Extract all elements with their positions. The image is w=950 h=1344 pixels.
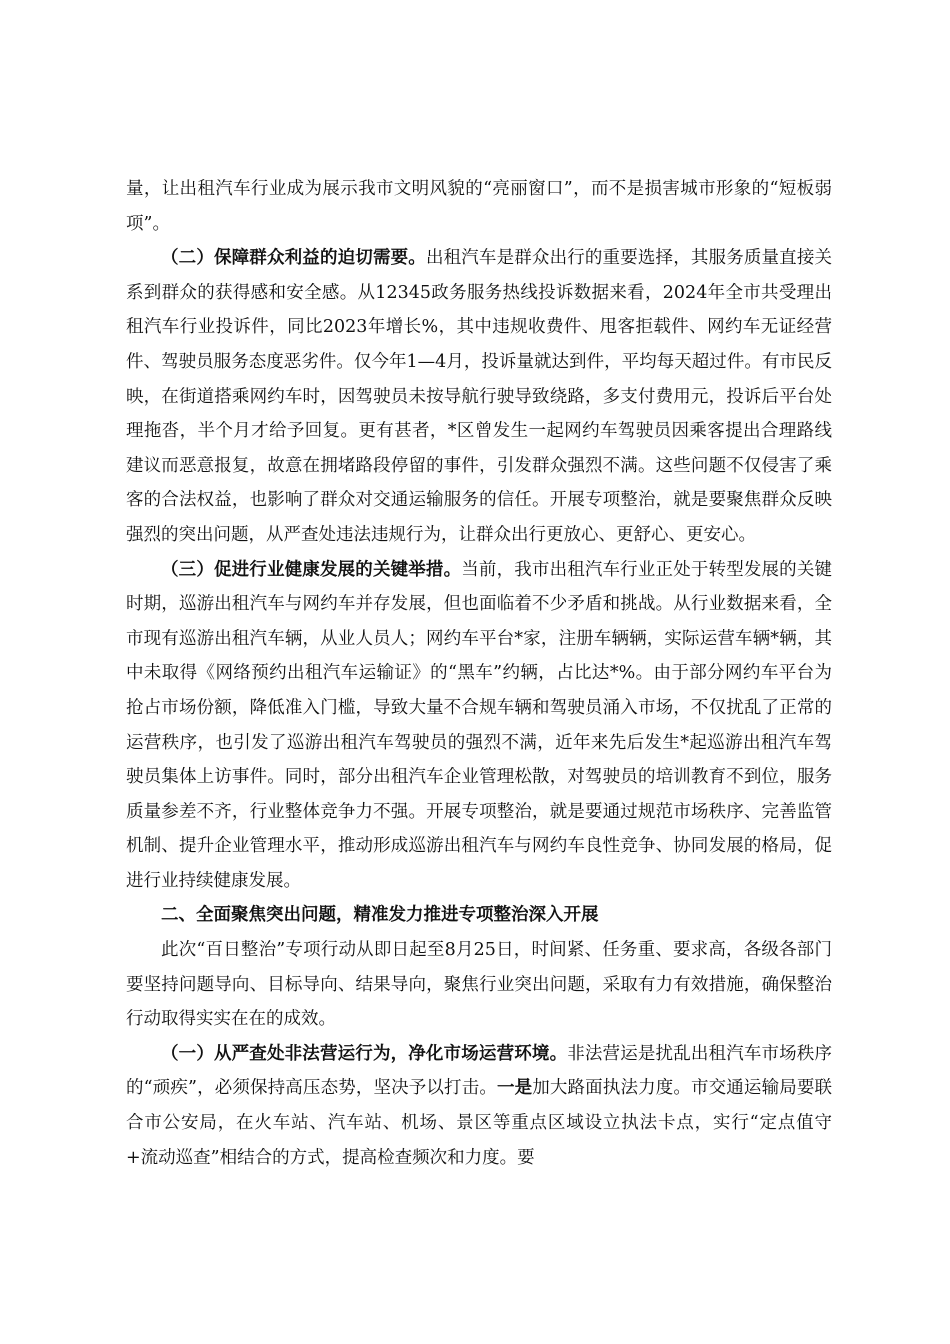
paragraph-text: 非法营运是扰乱出租汽车市场秩序的“顽疾”，必须保持高压态势，坚决予以打击。 xyxy=(126,1043,833,1099)
paragraph-text: 出租汽车是群众出行的重要选择，其服务质量直接关系到群众的获得感和安全感。从12345政务服务热线投诉数据来看，2024年全市共受理出租汽车行业投诉件，同比2023年增长%，其中违规收费件、甩客拒载件、网约车无证经营件、驾驶员服务态度恶劣件。仅今年1—4月，投诉量就达到件，平均每天超过件。有市民反映，在街道搭乘网约车时，因驾驶员未按导航行驶导致绕路，多支付费用元，投诉后平台处理拖沓，半个月才给予回复。更有甚者，*区曾发生一起网约车驾驶员因乘客提出合理路线建议而恶意报复，故意在拥堵路段停留的事件，引发群众强烈不满。这些问题不仅侵害了乘客的合法权益，也影响了群众对交通运输服务的信任。开展专项整治，就是要聚焦群众反映强烈的突出问题，从严查处违法违规行为，让群众出行更放心、更舒心、更安心。 xyxy=(126,248,833,545)
paragraph-text: 此次“百日整治”专项行动从即日起至8月25日，时间紧、任务重、要求高，各级各部门要坚持问题导向、目标导向、结果导向，聚焦行业突出问题，采取有力有效措施，确保整治行动取得实实在在的成效。 xyxy=(126,940,832,1030)
paragraph-section-3 xyxy=(126,553,832,899)
paragraph-measure-1 xyxy=(126,1037,832,1175)
document-page xyxy=(126,172,832,1175)
enumeration-marker: 一是 xyxy=(496,1078,533,1099)
chapter-heading xyxy=(126,898,832,933)
section-heading: （二）保障群众利益的迫切需要。 xyxy=(161,248,426,269)
section-heading: （一）从严查处非法营运行为，净化市场运营环境。 xyxy=(161,1043,568,1064)
section-heading: （三）促进行业健康发展的关键举措。 xyxy=(161,559,462,580)
paragraph-text: 量，让出租汽车行业成为展示我市文明风貌的“亮丽窗口”，而不是损害城市形象的“短板弱项”。 xyxy=(126,179,832,234)
paragraph-section-2 xyxy=(126,241,832,552)
paragraph-intro xyxy=(126,933,832,1037)
chapter-heading-text: 二、全面聚焦突出问题，精准发力推进专项整治深入开展 xyxy=(161,905,599,926)
paragraph-continuation xyxy=(126,172,832,241)
paragraph-text: 当前，我市出租汽车行业正处于转型发展的关键时期，巡游出租汽车与网约车并存发展，但也面临着不少矛盾和挑战。从行业数据来看，全市现有巡游出租汽车辆，从业人员人；网约车平台*家，注册车辆辆，实际运营车辆*辆，其中未取得《网络预约出租汽车运输证》的“黑车”约辆，占比达*%。由于部分网约车平台为抢占市场份额，降低准入门槛，导致大量不合规车辆和驾驶员涌入市场，不仅扰乱了正常的运营秩序，也引发了巡游出租汽车驾驶员的强烈不满，近年来先后发生*起巡游出租汽车驾驶员集体上访事件。同时，部分出租汽车企业管理松散，对驾驶员的培训教育不到位，服务质量参差不齐，行业整体竞争力不强。开展专项整治，就是要通过规范市场秩序、完善监管机制、提升企业管理水平，推动形成巡游出租汽车与网约车良性竞争、协同发展的格局，促进行业持续健康发展。 xyxy=(126,559,833,891)
paragraph-text: 加大路面执法力度。市交通运输局要联合市公安局，在火车站、汽车站、机场、景区等重点区域设立执法卡点，实行“定点值守+流动巡查”相结合的方式，提高检查频次和力度。要 xyxy=(126,1078,832,1168)
